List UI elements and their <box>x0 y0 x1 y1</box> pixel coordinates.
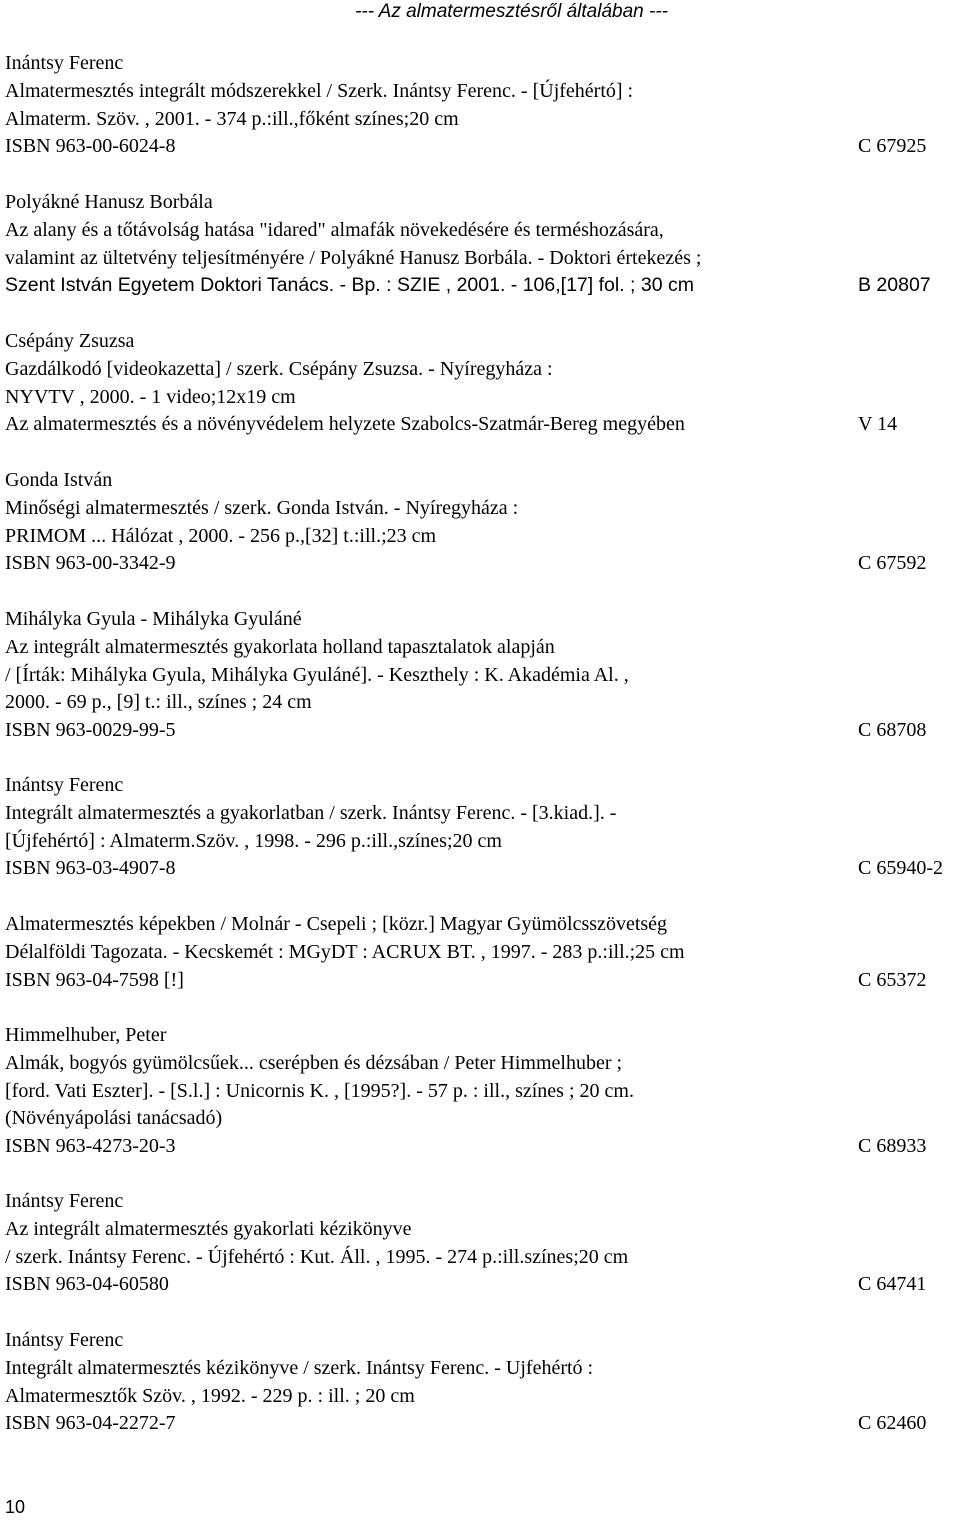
entry-author: Mihályka Gyula - Mihályka Gyuláné <box>5 608 302 630</box>
entry-line: Integrált almatermesztés kézikönyve / szerk. Inántsy Ferenc. - Ujfehértó : <box>5 1356 594 1379</box>
isbn: ISBN 963-4273-20-3 <box>5 1135 176 1158</box>
entry-line <box>5 717 957 745</box>
entry-line: Minőségi almatermesztés / szerk. Gonda István. - Nyíregyháza : <box>5 496 519 519</box>
entry-line <box>5 1271 957 1299</box>
entry-author: Polyákné Hanusz Borbála <box>5 191 213 213</box>
series-title: Az almatermesztés és a növényvédelem helyzete Szabolcs-Szatmár-Bereg megyében <box>5 413 685 436</box>
imprint: Szent István Egyetem Doktori Tanács. - Bp. : SZIE , 2001. - 106,[17] fol. ; 30 cm <box>5 274 694 297</box>
entry-line: Az alany és a tőtávolság hatása "idared" almafák növekedésére és terméshozására, <box>5 218 664 241</box>
entry-author: Inántsy Ferenc <box>5 774 124 796</box>
entry-line <box>5 133 957 161</box>
call-number: C 67592 <box>858 552 927 575</box>
catalog-entry <box>5 467 957 578</box>
entry-author: Inántsy Ferenc <box>5 52 124 74</box>
catalog-entry <box>5 1022 957 1161</box>
entry-line: Almatermesztők Szöv. , 1992. - 229 p. : ill. ; 20 cm <box>5 1384 415 1407</box>
entry-line: Délalföldi Tagozata. - Kecskemét : MGyDT : ACRUX BT. , 1997. - 283 p.:ill.;25 cm <box>5 940 685 963</box>
page-header: --- Az almatermesztésről általában --- <box>355 1 668 22</box>
entry-line: / [Írták: Mihályka Gyula, Mihályka Gyuláné]. - Keszthely : K. Akadémia Al. , <box>5 663 629 686</box>
entry-line: [Újfehértó] : Almaterm.Szöv. , 1998. - 296 p.:ill.,színes;20 cm <box>5 829 502 852</box>
catalog-entry <box>5 1327 957 1438</box>
entry-author: Inántsy Ferenc <box>5 1329 124 1351</box>
isbn: ISBN 963-04-60580 <box>5 1273 169 1296</box>
entry-line <box>5 272 957 300</box>
call-number: C 68708 <box>858 719 927 742</box>
entry-line: [ford. Vati Eszter]. - [S.l.] : Unicornis K. , [1995?]. - 57 p. : ill., színes ; 20 cm. <box>5 1079 634 1102</box>
catalog-entry <box>5 328 957 439</box>
catalog-entry <box>5 772 957 883</box>
entry-line: (Növényápolási tanácsadó) <box>5 1107 223 1130</box>
call-number: C 67925 <box>858 135 927 158</box>
entry-line: PRIMOM ... Hálózat , 2000. - 256 p.,[32] t.:ill.;23 cm <box>5 524 437 547</box>
isbn: ISBN 963-03-4907-8 <box>5 857 176 880</box>
entry-line <box>5 411 957 439</box>
entry-line: Az integrált almatermesztés gyakorlata holland tapasztalatok alapján <box>5 635 555 658</box>
call-number: C 62460 <box>858 1412 927 1435</box>
call-number: C 65940-2 <box>858 857 943 880</box>
isbn: ISBN 963-04-2272-7 <box>5 1412 176 1435</box>
entry-line <box>5 967 957 995</box>
entry-line <box>5 1133 957 1161</box>
entry-line <box>5 1410 957 1438</box>
entry-line: 2000. - 69 p., [9] t.: ill., színes ; 24 cm <box>5 691 312 714</box>
page-number: 10 <box>5 1497 26 1517</box>
call-number: B 20807 <box>858 274 931 297</box>
entry-line <box>5 550 957 578</box>
isbn: ISBN 963-00-3342-9 <box>5 552 176 575</box>
entry-title: Almatermesztés képekben / Molnár - Csepeli ; [közr.] Magyar Gyümölcsszövetség <box>5 913 668 935</box>
entry-line: Gazdálkodó [videokazetta] / szerk. Csépány Zsuzsa. - Nyíregyháza : <box>5 357 553 380</box>
entry-line: Az integrált almatermesztés gyakorlati kézikönyve <box>5 1217 412 1240</box>
entry-line: Almák, bogyós gyümölcsűek... cserépben és dézsában / Peter Himmelhuber ; <box>5 1051 623 1074</box>
isbn: ISBN 963-0029-99-5 <box>5 719 176 742</box>
call-number: C 65372 <box>858 968 927 991</box>
entry-line: NYVTV , 2000. - 1 video;12x19 cm <box>5 385 296 408</box>
entry-line: Integrált almatermesztés a gyakorlatban / szerk. Inántsy Ferenc. - [3.kiad.]. - <box>5 801 617 824</box>
entry-line: / szerk. Inántsy Ferenc. - Újfehértó : Kut. Áll. , 1995. - 274 p.:ill.színes;20 cm <box>5 1245 629 1268</box>
call-number: C 64741 <box>858 1273 927 1296</box>
call-number: V 14 <box>858 413 898 436</box>
entry-author: Himmelhuber, Peter <box>5 1024 167 1046</box>
entry-author: Inántsy Ferenc <box>5 1190 124 1212</box>
entry-line <box>5 855 957 883</box>
isbn: ISBN 963-04-7598 [!] <box>5 968 184 991</box>
isbn: ISBN 963-00-6024-8 <box>5 135 176 158</box>
entry-line: Almaterm. Szöv. , 2001. - 374 p.:ill.,főként színes;20 cm <box>5 107 459 130</box>
catalog-entry <box>5 1188 957 1299</box>
catalog-entry <box>5 606 957 745</box>
entry-author: Gonda István <box>5 469 113 491</box>
catalog-entry <box>5 189 957 300</box>
catalog-entry <box>5 911 957 994</box>
entry-line: valamint az ültetvény teljesítményére / Polyákné Hanusz Borbála. - Doktori értekezés ; <box>5 246 702 269</box>
catalog-entry <box>5 50 957 161</box>
call-number: C 68933 <box>858 1135 927 1158</box>
entry-line: Almatermesztés integrált módszerekkel / Szerk. Inántsy Ferenc. - [Újfehértó] : <box>5 79 634 102</box>
entry-author: Csépány Zsuzsa <box>5 330 135 352</box>
